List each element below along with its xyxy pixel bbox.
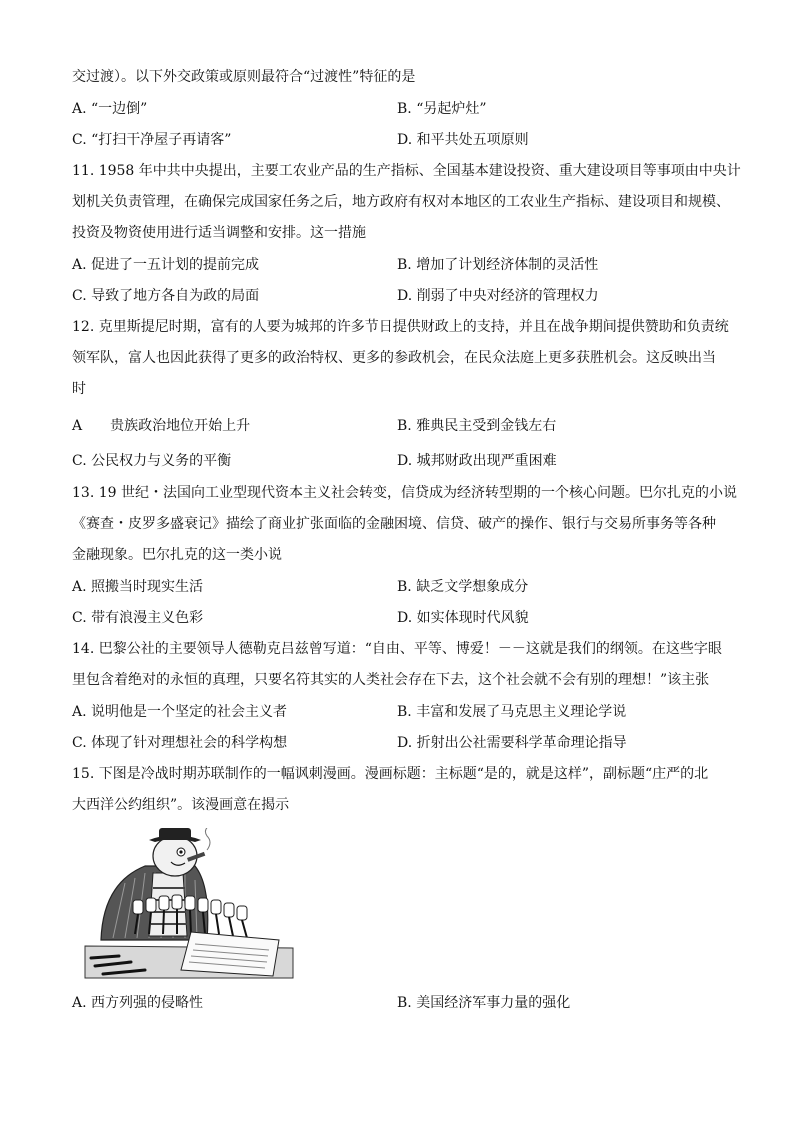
q11-stem-line: 划机关负责管理，在确保完成国家任务之后，地方政府有权对本地区的工农业生产指标、建设项目和规模、	[72, 194, 730, 210]
q13-option-a: A. 照搬当时现实生活	[72, 579, 204, 595]
q14-stem-line: 里包含着绝对的永恒的真理，只要名符其实的人类社会存在下去，这个社会就不会有别的理想！”该主张	[72, 672, 710, 688]
q10-option-a: A. “一边倒”	[72, 101, 148, 117]
q13-option-c: C. 带有浪漫主义色彩	[72, 610, 204, 626]
q12-option-b: B. 雅典民主受到金钱左右	[397, 418, 557, 434]
q12-option-d: D. 城邦财政出现严重困难	[397, 453, 557, 469]
cold-war-cartoon-image	[83, 828, 295, 982]
q15-option-a: A. 西方列强的侵略性	[72, 995, 204, 1011]
q11-stem-line: 投资及物资使用进行适当调整和安排。这一措施	[72, 225, 366, 241]
q11-option-a: A. 促进了一五计划的提前完成	[72, 257, 260, 273]
q13-option-b: B. 缺乏文学想象成分	[397, 579, 529, 595]
q10-option-c: C. “打扫干净屋子再请客”	[72, 132, 232, 148]
q14-option-d: D. 折射出公社需要科学革命理论指导	[397, 735, 627, 751]
q14-option-a: A. 说明他是一个坚定的社会主义者	[72, 704, 288, 720]
q13-stem-line: 《赛查・皮罗多盛衰记》描绘了商业扩张面临的金融困境、信贷、破产的操作、银行与交易所事务等各种	[72, 516, 716, 532]
q11-option-c: C. 导致了地方各自为政的局面	[72, 288, 260, 304]
q15-stem-line: 大西洋公约组织”。该漫画意在揭示	[72, 797, 290, 813]
q13-option-d: D. 如实体现时代风貌	[397, 610, 529, 626]
q15-stem-line: 15. 下图是冷战时期苏联制作的一幅讽刺漫画。漫画标题：主标题“是的，就是这样”，副标题“庄严的北	[72, 766, 709, 782]
q13-stem-line: 13. 19 世纪・法国向工业型现代资本主义社会转变，信贷成为经济转型期的一个核心问题。巴尔扎克的小说	[72, 485, 737, 501]
q15-option-b: B. 美国经济军事力量的强化	[397, 995, 571, 1011]
q11-option-d: D. 削弱了中央对经济的管理权力	[397, 288, 599, 304]
q14-stem-line: 14. 巴黎公社的主要领导人德勒克吕兹曾写道：“自由、平等、博爱！－－这就是我们的纲领。在这些字眼	[72, 641, 722, 657]
q11-option-b: B. 增加了计划经济体制的灵活性	[397, 257, 599, 273]
q14-option-c: C. 体现了针对理想社会的科学构想	[72, 735, 288, 751]
q14-option-b: B. 丰富和发展了马克思主义理论学说	[397, 704, 627, 720]
q10-option-d: D. 和平共处五项原则	[397, 132, 529, 148]
q10-option-b: B. “另起炉灶”	[397, 101, 487, 117]
q10-stem: 交过渡）。以下外交政策或原则最符合“过渡性”特征的是	[72, 69, 416, 85]
q12-stem-line: 12. 克里斯提尼时期，富有的人要为城邦的许多节日提供财政上的支持，并且在战争期间提供赞助和负责统	[72, 319, 729, 335]
q12-option-c: C. 公民权力与义务的平衡	[72, 453, 232, 469]
q12-stem-line: 时	[72, 381, 86, 397]
q12-option-a: A 贵族政治地位开始上升	[72, 418, 251, 434]
q11-stem-line: 11. 1958 年中共中央提出，主要工农业产品的生产指标、全国基本建设投资、重大建设项目等事项由中央计	[72, 163, 741, 179]
q12-stem-line: 领军队，富人也因此获得了更多的政治特权、更多的参政机会，在民众法庭上更多获胜机会。这反映出当	[72, 350, 716, 366]
q13-stem-line: 金融现象。巴尔扎克的这一类小说	[72, 547, 282, 563]
